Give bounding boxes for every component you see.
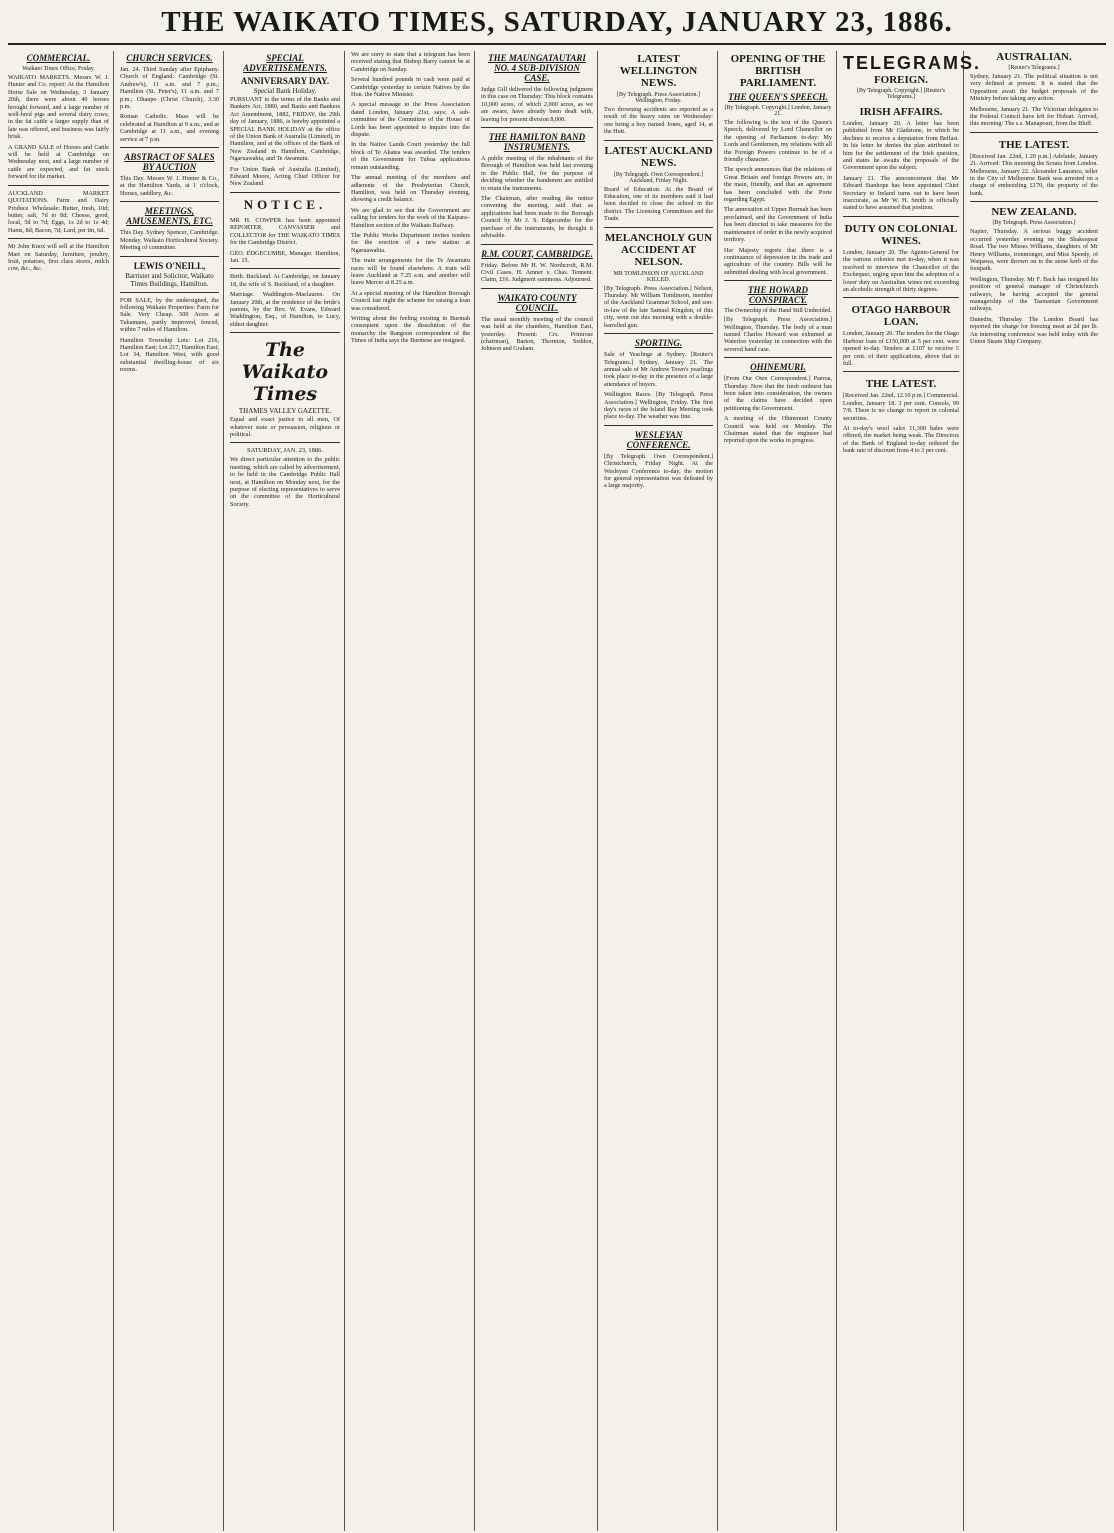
divider xyxy=(8,238,109,239)
divider xyxy=(970,201,1098,202)
article-paragraph: AUCKLAND MARKET QUOTATIONS. Farm and Dairy Produce. Wholesale: Butter, fresh, 10d; butter, salt, 7d to 8d; Cheese, good, local, 5d to 7d; Eggs, 1s 2d to 1s 4d; Hams, 8d; Bacon, 7d; Lard, per tin, 6d. xyxy=(8,189,109,234)
article-paragraph: [Received Jan. 22nd, 12.10 p.m.] Commercial. London, January 18. 3 per cent. Consols, 99 7/8. There is no change to report in colonial securities. xyxy=(843,392,959,422)
section-heading: WAIKATO COUNTY COUNCIL. xyxy=(497,292,577,313)
section-heading: FOREIGN. xyxy=(873,74,929,86)
column-local-news xyxy=(351,51,475,1531)
newspaper-nameplate: The Waikato Times xyxy=(241,339,329,406)
section-heading: OPENING OF THE BRITISH PARLIAMENT. xyxy=(730,53,826,89)
advert-line: Barrister and Solicitor, Waikato Times Buildings, Hamilton. xyxy=(125,271,214,288)
dateline: SATURDAY, JAN. 23, 1886. xyxy=(246,447,324,455)
article-paragraph: Wellington Races. [By Telegraph. Press Association.] Wellington, Friday. The first day's races of the Island Bay Meeting took place to-day. The weather was fine. xyxy=(604,391,713,421)
section-subheading: Waikato Times Office, Friday. xyxy=(22,66,95,72)
divider xyxy=(604,227,713,228)
divider xyxy=(604,140,713,141)
section-heading: DUTY ON COLONIAL WINES. xyxy=(844,222,958,247)
divider xyxy=(724,357,832,358)
newspaper-motto: Equal and exact justice to all men, Of whatever state or persuasion, religious or political. xyxy=(230,416,340,438)
section-heading: THE LATEST. xyxy=(865,378,937,391)
advert-signature: For Union Bank of Australia (Limited), Edward Moore, Acting Chief Officer for New Zealand. xyxy=(230,165,340,188)
article-paragraph: [By Telegraph. Press Association.] Wellington, Thursday. The body of a man named Charles Howard was exhumed at Waterloo yesterday in connection with the severed hand case. xyxy=(724,316,832,353)
article-paragraph: The Public Works Department invites tenders for the erection of a new station at Ngaruawahia. xyxy=(351,231,470,254)
article-paragraph: The annexation of Upper Burmah has been proclaimed, and the Government of India has been directed to take measures for the maintenance of order in the newly acquired territory. xyxy=(724,206,832,244)
article-paragraph: The usual monthly meeting of the council was held at the chambers, Hamilton East, yesterday. Present: Crs. Primrose (chairman), Barton, Thornton, Seddon, Johnson and Graham. xyxy=(481,315,593,353)
section-heading: WESLEYAN CONFERENCE. xyxy=(626,429,691,450)
masthead: THE WAIKATO TIMES, SATURDAY, JANUARY 23, 1886. xyxy=(8,6,1106,45)
article-paragraph: We are glad to see that the Government are calling for tenders for the work of the Kaipara–Hamilton section of the Waikato Railway. xyxy=(351,206,470,229)
section-heading: OTAGO HARBOUR LOAN. xyxy=(851,304,951,329)
section-subheading: The Ownership of the Hand Still Undecided. xyxy=(724,308,832,315)
divider xyxy=(843,297,959,298)
article-paragraph: This Day. Sydney Spencer, Cambridge. Monday. Waikato Horticultural Society. Meeting of committee. xyxy=(120,229,219,252)
article-paragraph: London, January 20. The tenders for the Otago Harbour loan of £150,000 at 5 per cent. were opened to-day. Tenders at £107 to receive 5 per cent. of their applications, above that in full. xyxy=(843,330,959,367)
article-paragraph: Board of Education. At the Board of Education, one of its members said it had been decided to close the school in the district. The Licensing Committees and the Trade. xyxy=(604,185,713,223)
article-paragraph: WAIKATO MARKETS. Messrs W. J. Hunter and Co. report: At the Hamilton Horse Sale on Wednesday, 3 January 20th, there were about 40 horses brought forward, and a large number of well-bred pigs and several dairy cows; in the fat cattle a larger supply than of late was offered, and business was fairly brisk. xyxy=(8,74,109,141)
divider xyxy=(481,288,593,289)
divider xyxy=(604,425,713,426)
article-paragraph: The speech announces that the relations of Great Britain and foreign Powers are, in the main, friendly, and that an agreement has been concluded with the Porte regarding Egypt. xyxy=(724,166,832,204)
article-paragraph: A public meeting of the inhabitants of the Borough of Hamilton was held last evening in the Public Hall, for the purpose of deciding whether the bandsmen are entitled to retain the instruments. xyxy=(481,155,593,192)
article-paragraph: Friday. Before Mr H. W. Northcroft, R.M. Civil Cases. H. Amner v. Chas. Tennent. Claim, £16. Judgment summons. Adjourned. xyxy=(481,261,593,284)
section-subheading: [By Telegraph. Press Association.] Wellington, Friday. xyxy=(617,92,700,104)
article-paragraph: A meeting of the Ohinemuri County Council was held on Monday. The Chairman stated that the engineer had reported upon the works in progress. xyxy=(724,415,832,445)
column-commercial xyxy=(8,51,114,1531)
section-subheading: [By Telegraph. Own Correspondent.] Auckland, Friday Night. xyxy=(613,171,704,184)
section-heading: R.M. COURT, CAMBRIDGE. xyxy=(481,248,593,259)
column-special-advertisements xyxy=(230,51,345,1531)
article-paragraph: Dunedin, Thursday. The London Board has reported the charge for freezing meat at 2d per lb. An interesting conference was held today with the Union Steam Ship Company. xyxy=(970,315,1098,345)
section-heading: THE HOWARD CONSPIRACY. xyxy=(747,285,809,306)
divider xyxy=(120,292,219,293)
article-paragraph: London, January 20. A letter has been published from Mr Gladstone, in which he declines to receive a deputation from Belfast. In his letter he denies the plan attributed to him for the settlement of the Irish question, and states he awaits the proposals of the Government upon the subject. xyxy=(843,120,959,172)
article-paragraph: [By Telegraph. Press Association.] Nelson, Thursday. Mr William Tomlinson, member of the Auckland Grammar School, and son-in-law of the late Samuel Kingdon, of this city, went out this morning with a double-barrelled gun. xyxy=(604,284,713,329)
section-subheading: [Reuter's Telegrams.] xyxy=(1008,65,1060,71)
article-paragraph: This Day. Messrs W. J. Hunter & Co., at the Hamilton Yards, at 1 o'clock, Horses, saddlery, &c. xyxy=(120,175,219,197)
section-subheading: [By Telegraph. Press Association.] xyxy=(992,220,1076,227)
article-paragraph: Judge Gill delivered the following judgment in this case on Thursday: This block contains 10,000 acres, of which 2,000 acres, as we are aware, have already been dealt with, leaving for present division 8,000. xyxy=(481,86,593,123)
article-paragraph: Sale of Yearlings at Sydney. [Reuter's Telegrams.] Sydney, January 21. The annual sale of Mr Andrew Town's yearlings took place to-day in the presence of a large attendance of buyers. xyxy=(604,351,713,388)
article-paragraph: Jan. 24. Third Sunday after Epiphany. Church of England: Cambridge (St. Andrew's), 11 a.m. and 7 p.m.; Hamilton (St. Peter's), 11 a.m. and 7 p.m.; Ohaupo (Christ Church), 3.30 p.m. xyxy=(120,66,219,111)
article-paragraph: Wellington, Thursday. Mr F. Back has resigned his position of general manager of Christchurch railways, he having accepted the general managership of the Tasmanian Government railways. xyxy=(970,275,1098,313)
notice-title: NOTICE. xyxy=(243,196,327,212)
advert-signature: GEO. EDGECUMBE, Manager. Hamilton, Jan. 15. xyxy=(230,249,340,264)
article-paragraph: Two drowning accidents are reported as a result of the heavy rains on Wednesday: one being a boy named Jones, aged 14, at the Hutt. xyxy=(604,106,713,136)
section-heading: ABSTRACT OF SALES BY AUCTION xyxy=(124,152,215,173)
section-subheading: MR TOMLINSON OF AUCKLAND KILLED. xyxy=(613,270,704,283)
article-paragraph: Melbourne, January 21. The Victorian delegates to the Federal Council have left for Hobart. Arrived, this morning: The s.s. Manapouri, from the Bluff. xyxy=(970,105,1098,128)
divider xyxy=(120,147,219,148)
article-paragraph: The Chairman, after reading the notice convening the meeting, said that as applications had been made to the Borough Council by Mr J. S. Edgecumbe for the purchase of the instruments, he thought it advisable. xyxy=(481,195,593,240)
article-paragraph: [Received Jan. 22nd, 1.20 p.m.] Adelaide, January 21. Arrived: This morning the Sorata from London. Melbourne, January 22. Alexander Laurance, teller in the City of Melbourne Bank was arrested on a charge of embezzling £170, the property of the bank. xyxy=(970,152,1098,197)
divider xyxy=(230,442,340,443)
column-church-services xyxy=(120,51,224,1531)
section-subheading: [By Telegraph. Copyright.] [Reuter's Telegrams.] xyxy=(856,88,946,100)
section-heading: IRISH AFFAIRS. xyxy=(859,106,943,118)
divider xyxy=(481,244,593,245)
divider xyxy=(8,185,109,186)
advert-name: LEWIS O'NEILL, xyxy=(133,260,206,271)
section-heading: COMMERCIAL. xyxy=(26,53,91,63)
article-paragraph: A special message to the Press Association dated London, January 21st, says: A sub-committee of the Committee of the House of Lords has been appointed to inquire into the dispute. xyxy=(351,101,470,139)
column-australian-nz xyxy=(970,51,1102,1531)
section-heading: MEETINGS, AMUSEMENTS, ETC. xyxy=(126,206,213,227)
divider xyxy=(843,371,959,372)
article-paragraph: [From Our Own Correspondent.] Paeroa, Thursday. Now that the fresh outburst has been taken into consideration, the owners of the claims have decided upon petitioning the Government. xyxy=(724,375,832,412)
divider xyxy=(230,332,340,333)
columns xyxy=(8,51,1106,1531)
article-paragraph: We are sorry to state that a telegram has been received stating that Bishop Barry cannot be at Cambridge on Sunday. xyxy=(351,51,470,73)
divider xyxy=(970,132,1098,133)
article-paragraph: Mr John Knox will sell at the Hamilton Mart on Saturday, furniture, poultry, fruit, potatoes, first class stores, milch cow, &c., &c. xyxy=(8,243,109,273)
divider xyxy=(481,127,593,128)
article-paragraph: Sydney, January 21. The political situation is not very defined at present. It is stated that the Opposition await the budget proposals of the Ministry before taking any action. xyxy=(970,73,1098,103)
article-paragraph: At to-day's wool sales 11,300 bales were offered, the market being weak. The Directors of the Bank of England to-day reduced the bank rate of discount from 4 to 3 per cent. xyxy=(843,424,959,455)
section-heading: OHINEMURI. xyxy=(750,362,806,373)
section-heading: THE QUEEN'S SPEECH. xyxy=(728,92,828,102)
section-heading: THE MAUNGATAUTARI NO. 4 SUB-DIVISION CASE. xyxy=(488,53,586,83)
column-parliament xyxy=(724,51,837,1531)
article-paragraph: Hamilton Township Lots: Lot 216, Hamilton East; Lot 217, Hamilton East; Lot 34, Hamilton West, with good substantial dwelling-house of six rooms. xyxy=(120,336,219,374)
section-heading: LATEST AUCKLAND NEWS. xyxy=(604,144,713,169)
section-heading: SPECIAL ADVERTISEMENTS. xyxy=(243,53,327,73)
section-heading: NEW ZEALAND. xyxy=(991,206,1077,219)
article-paragraph: Roman Catholic. Mass will be celebrated at Hamilton at 9 a.m., and at Cambridge at 11 a.m., and evening service at 7 p.m. xyxy=(120,113,219,143)
divider xyxy=(724,280,832,281)
article-paragraph: Writing about the feeling existing in Burmah consequent upon the dissolution of the monarchy the Rangoon correspondent of the Times of India says the Burmese are resigned. xyxy=(351,315,470,345)
article-paragraph: MR H. COWPER has been appointed REPORTER, CANVASSER and COLLECTOR for THE WAIKATO TIMES for the Cambridge District. xyxy=(230,216,340,247)
article-paragraph: [By Telegraph. Own Correspondent.] Christchurch, Friday Night. At the Wesleyan Conference to-day, the motion for general representation was defeated by a large majority. xyxy=(604,452,713,490)
column-telegrams xyxy=(843,51,982,1531)
newspaper-subtitle: THAMES VALLEY GAZETTE. xyxy=(238,407,332,416)
article-paragraph: The annual meeting of the members and adherents of the Presbyterian Church, Hamilton, was held on Thursday evening, showing a credit balance. xyxy=(351,174,470,204)
advert-title: ANNIVERSARY DAY. xyxy=(240,76,330,86)
divider xyxy=(120,201,219,202)
article-paragraph: Several hundred pounds in cash were paid at Cambridge yesterday to certain Natives by the Hon. the Native Minister. xyxy=(351,76,470,99)
article-paragraph: Her Majesty regrets that there is a continuance of depression in the trade and agriculture of the country. Bills will be submitted dealing with local government. xyxy=(724,246,832,276)
section-subheading: [By Telegraph. Copyright.] London, January 21. xyxy=(724,105,832,117)
article-paragraph: The following is the text of the Queen's Speech, delivered by Lord Chancellor on the opening of Parliament to-day: My Lords and Gentlemen, my relations with all the Foreign Powers continue to be of a friendly character. xyxy=(724,119,832,164)
article-paragraph: Napier, Thursday. A serious buggy accident occurred yesterday evening on the Shakespear Road. The two Misses Williams, daughters of Mr Henry Williams, ironmonger, and Miss Speedy, of Waipawa, were thrown on to the stone kerb of the footpath. xyxy=(970,228,1098,273)
article-paragraph: Marriage. Waddington–Maclauren. On January 20th, at the residence of the bride's parents, by the Rev. W. Evans, Edward Waddington, Esq., of Hamilton, to Lucy, eldest daughter. xyxy=(230,291,340,328)
divider xyxy=(230,192,340,193)
article-paragraph: We direct particular attention to the public meeting, which are called by advertisement, to be held in the Cambridge Public Hall next, at Hamilton on Monday next, for the purpose of electing representatives to serve on the committee of the Horticultural Society. xyxy=(230,456,340,508)
article-paragraph: Birth. Buckland. At Cambridge, on January 18, the wife of S. Buckland, of a daughter. xyxy=(230,273,340,288)
advert-subtitle: Special Bank Holiday. xyxy=(253,87,317,95)
divider xyxy=(604,333,713,334)
section-heading: THE LATEST. xyxy=(998,138,1070,151)
article-paragraph: In the Native Lands Court yesterday the full block of Te Akatea was awarded. The tenders of the Government for Tuhua applications remain outstanding. xyxy=(351,141,470,171)
section-heading: TELEGRAMS. xyxy=(843,53,982,73)
article-paragraph: PURSUANT to the terms of the Banks and Bankers Act, 1880, and Banks and Bankers Act Amendment, 1882, FRIDAY, the 29th day of January, 1886, is hereby appointed a SPECIAL BANK HOLIDAY at the office of the Union Bank of Australia (Limited), in Hamilton, and at the offices of the Bank of New Zealand in Hamilton, Cambridge, Ngaruawahia, and Te Awamutu. xyxy=(230,96,340,163)
section-heading: THE HAMILTON BAND INSTRUMENTS. xyxy=(488,132,586,153)
article-paragraph: January 21. The announcement that Mr Edward Stanhope has been appointed Chief Secretary to Ireland turns out to have been inaccurate, as Mr W. H. Smith is officially stated to have assumed that position. xyxy=(843,174,959,212)
divider xyxy=(120,256,219,257)
column-latest-news xyxy=(604,51,718,1531)
section-heading: CHURCH SERVICES. xyxy=(126,53,213,63)
article-paragraph: At a special meeting of the Hamilton Borough Council last night the scheme for raising a loan was considered. xyxy=(351,289,470,312)
section-heading: SPORTING. xyxy=(634,338,683,349)
article-paragraph: FOR SALE, by the undersigned, the following Waikato Properties: Farm for Sale. Very Cheap. 500 Acres at Tukamanu, partly improved, fenced, within 7 miles of Hamilton. xyxy=(120,296,219,334)
divider xyxy=(843,216,959,217)
divider xyxy=(230,268,340,269)
section-heading: MELANCHOLY GUN ACCIDENT AT NELSON. xyxy=(604,231,713,268)
column-courts xyxy=(481,51,598,1531)
section-heading: AUSTRALIAN. xyxy=(996,51,1072,63)
article-paragraph: A GRAND SALE of Horses and Cattle will be held at Cambridge on Wednesday next, and a large number of cattle are expected, and fat stock forward for the market. xyxy=(8,143,109,181)
article-paragraph: The train arrangements for the Te Awamutu races will be found elsewhere. A train will leave Auckland at 7.25 a.m. and another will leave Mercer at 8.25 a.m. xyxy=(351,257,470,287)
article-paragraph: London, January 20. The Agents-General for the various colonies met to-day, when it was resolved to interview the Chancellor of the Exchequer, urging upon him the adoption of a lower duty on Australian wines not exceeding an alcoholic strength of thirty degrees. xyxy=(843,248,959,293)
section-heading: LATEST WELLINGTON NEWS. xyxy=(619,53,698,89)
